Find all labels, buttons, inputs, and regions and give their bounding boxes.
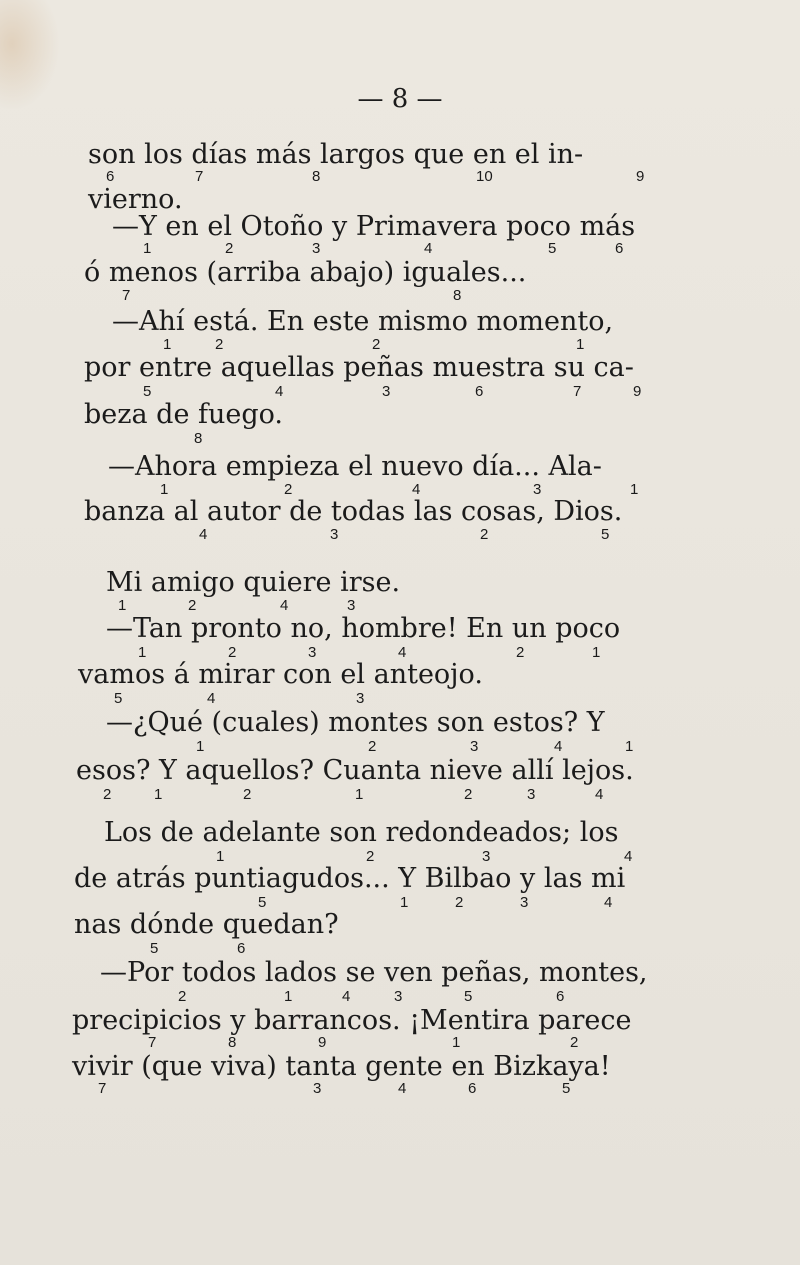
word-order-number: 7 — [195, 168, 204, 185]
word-order-number: 7 — [122, 287, 131, 304]
text-line: —Tan pronto no, hombre! En un poco — [106, 613, 621, 644]
word-order-number: 2 — [243, 786, 252, 803]
word-order-number: 1 — [576, 336, 585, 353]
word-order-number: 2 — [368, 738, 377, 755]
word-order-number: 3 — [394, 988, 403, 1005]
word-order-number: 4 — [207, 690, 216, 707]
word-order-number: 6 — [237, 940, 246, 957]
word-order-number: 5 — [114, 690, 123, 707]
word-order-number: 8 — [453, 287, 462, 304]
word-order-number: 9 — [636, 168, 645, 185]
word-order-number: 1 — [216, 848, 225, 865]
word-order-number: 1 — [143, 240, 152, 257]
word-order-number: 4 — [595, 786, 604, 803]
text-line: vivir (que viva) tanta gente en Bizkaya! — [72, 1051, 611, 1082]
word-order-number: 10 — [476, 168, 493, 185]
word-order-number: 5 — [548, 240, 557, 257]
word-order-number: 6 — [556, 988, 565, 1005]
word-order-number: 1 — [138, 644, 147, 661]
text-line: por entre aquellas peñas muestra su ca- — [84, 352, 634, 383]
word-order-number: 7 — [98, 1080, 107, 1097]
page-number: — 8 — — [357, 84, 443, 114]
word-order-number: 5 — [258, 894, 267, 911]
word-order-number: 2 — [516, 644, 525, 661]
word-order-number: 1 — [630, 481, 639, 498]
word-order-number: 2 — [284, 481, 293, 498]
word-order-number: 4 — [199, 526, 208, 543]
word-order-number: 4 — [624, 848, 633, 865]
word-order-number: 3 — [313, 1080, 322, 1097]
word-order-number: 8 — [228, 1034, 237, 1051]
word-order-number: 3 — [330, 526, 339, 543]
word-order-number: 3 — [527, 786, 536, 803]
word-order-number: 6 — [468, 1080, 477, 1097]
word-order-number: 2 — [225, 240, 234, 257]
word-order-number: 5 — [601, 526, 610, 543]
word-order-number: 1 — [400, 894, 409, 911]
word-order-number: 2 — [366, 848, 375, 865]
word-order-number: 5 — [562, 1080, 571, 1097]
word-order-number: 4 — [398, 1080, 407, 1097]
word-order-number: 4 — [342, 988, 351, 1005]
word-order-number: 3 — [470, 738, 479, 755]
text-line: esos? Y aquellos? Cuanta nieve allí lejos. — [76, 755, 634, 786]
word-order-number: 6 — [615, 240, 624, 257]
word-order-number: 2 — [455, 894, 464, 911]
word-order-number: 4 — [604, 894, 613, 911]
word-order-number: 3 — [356, 690, 365, 707]
word-order-number: 3 — [520, 894, 529, 911]
text-line: —Ahí está. En este mismo momento, — [112, 306, 614, 337]
word-order-number: 5 — [150, 940, 159, 957]
word-order-number: 2 — [215, 336, 224, 353]
text-line: Los de adelante son redondeados; los — [104, 817, 619, 848]
word-order-number: 1 — [592, 644, 601, 661]
word-order-number: 7 — [148, 1034, 157, 1051]
text-line: —Y en el Otoño y Primavera poco más — [112, 211, 636, 242]
text-line: ó menos (arriba abajo) iguales... — [84, 257, 527, 288]
word-order-number: 1 — [196, 738, 205, 755]
word-order-number: 1 — [355, 786, 364, 803]
word-order-number: 1 — [163, 336, 172, 353]
word-order-number: 6 — [106, 168, 115, 185]
word-order-number: 1 — [284, 988, 293, 1005]
word-order-number: 8 — [312, 168, 321, 185]
word-order-number: 3 — [312, 240, 321, 257]
word-order-number: 1 — [154, 786, 163, 803]
word-order-number: 5 — [143, 383, 152, 400]
word-order-number: 9 — [318, 1034, 327, 1051]
word-order-number: 8 — [194, 430, 203, 447]
word-order-number: 1 — [452, 1034, 461, 1051]
text-line: nas dónde quedan? — [74, 909, 339, 940]
word-order-number: 4 — [280, 597, 289, 614]
word-order-number: 2 — [372, 336, 381, 353]
word-order-number: 2 — [188, 597, 197, 614]
word-order-number: 3 — [482, 848, 491, 865]
word-order-number: 9 — [633, 383, 642, 400]
word-order-number: 4 — [275, 383, 284, 400]
word-order-number: 2 — [464, 786, 473, 803]
word-order-number: 3 — [347, 597, 356, 614]
word-order-number: 2 — [228, 644, 237, 661]
text-line: de atrás puntiagudos... Y Bilbao y las mi — [74, 863, 626, 894]
text-line: precipicios y barrancos. ¡Mentira parece — [72, 1005, 632, 1036]
text-line: beza de fuego. — [84, 399, 284, 430]
word-order-number: 2 — [480, 526, 489, 543]
text-line: —Ahora empieza el nuevo día... Ala- — [108, 451, 602, 482]
word-order-number: 4 — [424, 240, 433, 257]
word-order-number: 6 — [475, 383, 484, 400]
word-order-number: 2 — [570, 1034, 579, 1051]
text-line: vamos á mirar con el anteojo. — [78, 659, 483, 690]
text-line: —Por todos lados se ven peñas, montes, — [100, 957, 648, 988]
word-order-number: 2 — [178, 988, 187, 1005]
text-line: Mi amigo quiere irse. — [106, 567, 401, 598]
word-order-number: 4 — [398, 644, 407, 661]
word-order-number: 1 — [160, 481, 169, 498]
word-order-number: 1 — [118, 597, 127, 614]
word-order-number: 3 — [308, 644, 317, 661]
word-order-number: 4 — [554, 738, 563, 755]
word-order-number: 7 — [573, 383, 582, 400]
word-order-number: 2 — [103, 786, 112, 803]
word-order-number: 1 — [625, 738, 634, 755]
word-order-number: 5 — [464, 988, 473, 1005]
text-line: son los días más largos que en el in- — [88, 139, 584, 170]
word-order-number: 3 — [533, 481, 542, 498]
text-line: —¿Qué (cuales) montes son estos? Y — [106, 707, 605, 738]
word-order-number: 3 — [382, 383, 391, 400]
text-line: vierno. — [88, 184, 183, 215]
word-order-number: 4 — [412, 481, 421, 498]
text-line: banza al autor de todas las cosas, Dios. — [84, 496, 623, 527]
